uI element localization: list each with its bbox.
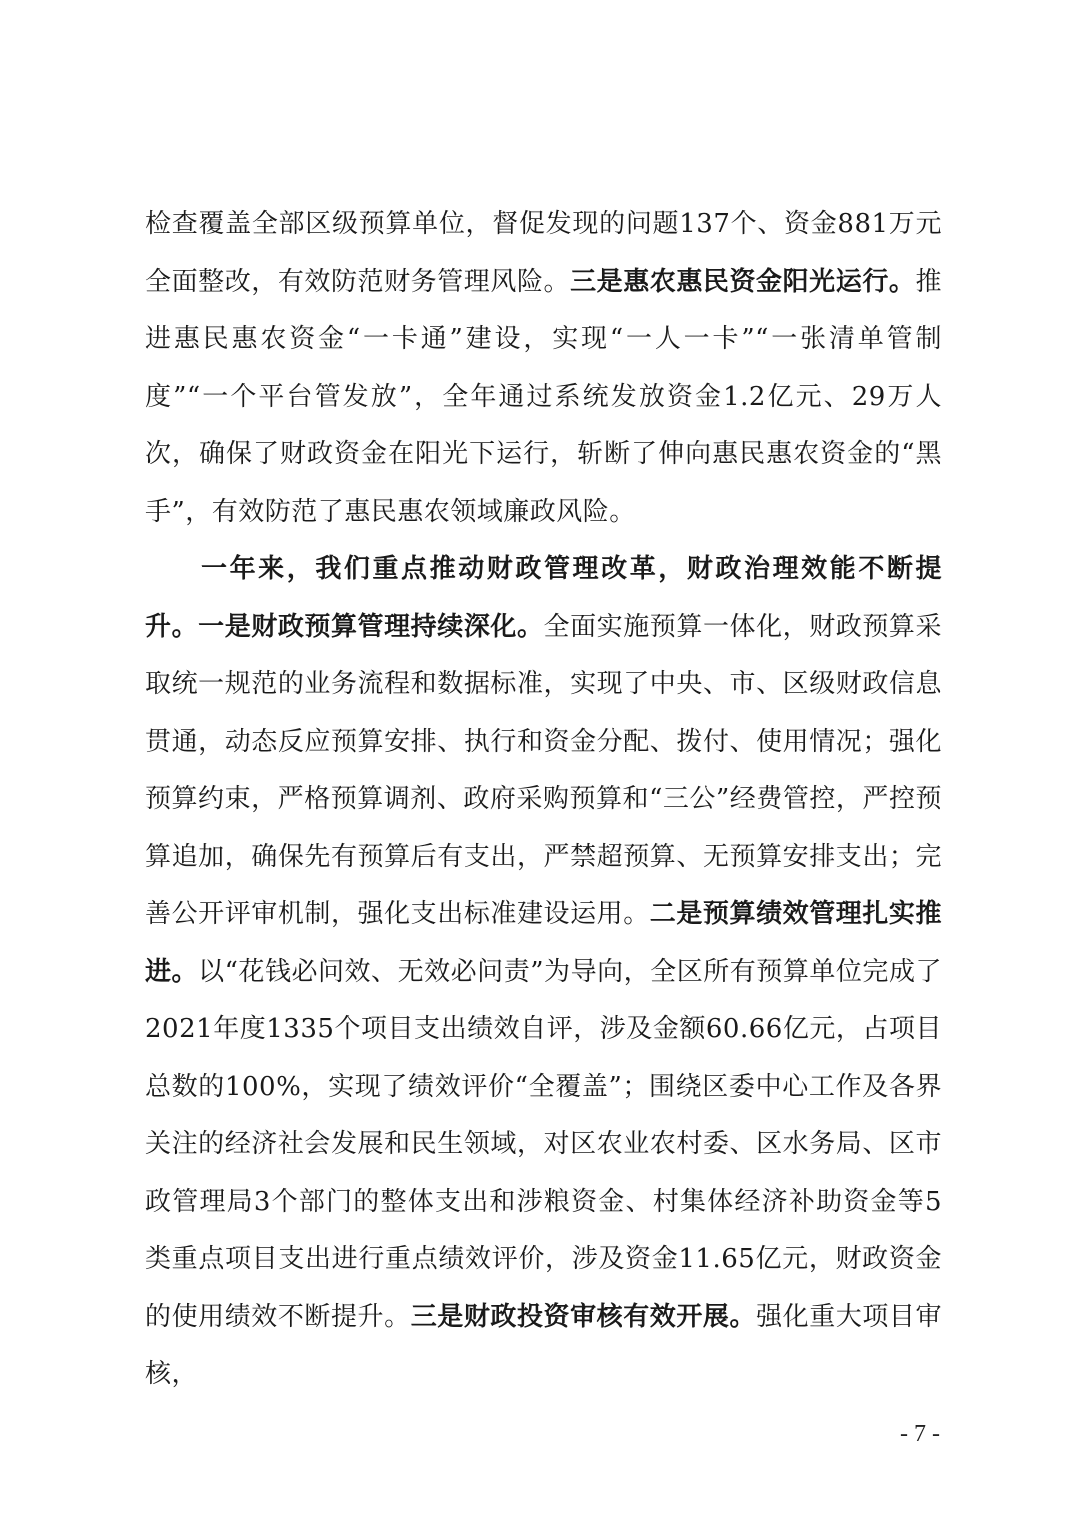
paragraph-2 — [145, 541, 942, 1404]
paragraph-2-budget-text: 全面实施预算一体化，财政预算采取统一规范的业务流程和数据标准，实现了中央、市、区级财政信息贯通，动态反应预算安排、执行和资金分配、拨付、使用情况；强化预算约束，严格预算调剂、政府采购预算和“三公”经费管控，严控预算追加，确保先有预算后有支出，严禁超预算、无预算安排支出；完善公开评审机制，强化支出标准建设运用。 — [145, 611, 942, 929]
paragraph-2-heading-investment-review: 三是财政投资审核有效开展。 — [410, 1301, 757, 1332]
paragraph-2-lead-heading: 一年来，我们重点推动财政管理改革，财政治理效能不断提升。一是财政预算管理持续深化。 — [145, 554, 942, 642]
paragraph-2-heading-performance: 二是预算绩效管理扎实推进。 — [145, 899, 942, 987]
paragraph-1-text: 检查覆盖全部区级预算单位，督促发现的问题137个、资金881万元全面整改，有效防范财务管理风险。 — [145, 209, 942, 297]
paragraph-2-performance-text: 以“花钱必问效、无效必问责”为导向，全区所有预算单位完成了2021年度1335个项目支出绩效自评，涉及金额60.66亿元，占项目总数的100%，实现了绩效评价“全覆盖”；围绕区委中心工作及各界关注的经济社会发展和民生领域，对区农业农村委、区水务局、区市政管理局3个部门的整体支出和涉粮资金、村集体经济补助资金等5类重点项目支出进行重点绩效评价，涉及资金11.65亿元，财政资金的使用绩效不断提升。 — [145, 956, 942, 1332]
page-number: - 7 - — [900, 1421, 940, 1447]
document-body — [145, 196, 942, 1404]
paragraph-2-investment-text: 强化重大项目审核， — [145, 1301, 942, 1389]
paragraph-1-text-continued: 推进惠民惠农资金“一卡通”建设，实现“一人一卡”“一张清单管制度”“一个平台管发放”，全年通过系统发放资金1.2亿元、29万人次，确保了财政资金在阳光下运行，斩断了伸向惠民惠农资金的“黑手”，有效防范了惠民惠农领域廉政风险。 — [145, 266, 942, 527]
paragraph-1 — [145, 196, 942, 541]
paragraph-1-heading-sunshine-funds: 三是惠农惠民资金阳光运行。 — [570, 266, 916, 297]
